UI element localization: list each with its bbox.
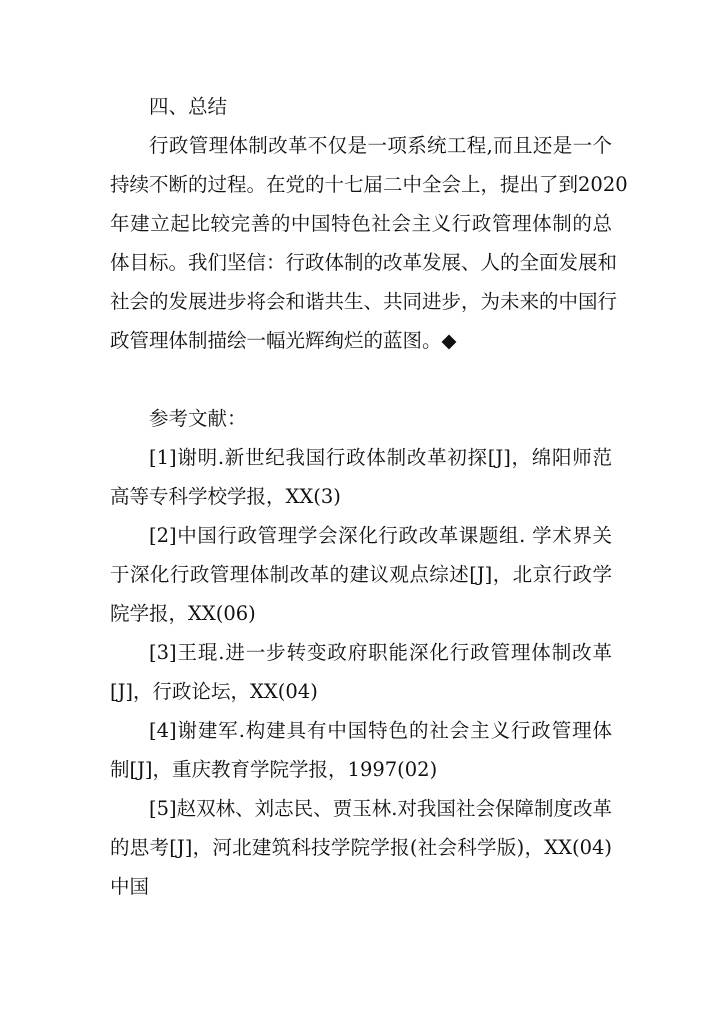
reference-line: 院学报，XX(06) bbox=[110, 602, 256, 625]
paragraph-line: 持续不断的过程。在党的十七届二中全会上，提出了到2020 bbox=[110, 173, 628, 196]
reference-line: [3]王琨.进一步转变政府职能深化行政管理体制改革 bbox=[149, 641, 612, 664]
reference-line: 于深化行政管理体制改革的建议观点综述[J]，北京行政学 bbox=[110, 563, 612, 586]
reference-line: [J]，行政论坛，XX(04) bbox=[110, 680, 318, 703]
paragraph-line: 政管理体制描绘一幅光辉绚烂的蓝图。◆ bbox=[110, 329, 457, 352]
paragraph-line: 社会的发展进步将会和谐共生、共同进步，为未来的中国行 bbox=[110, 290, 618, 313]
references-title: 参考文献： bbox=[149, 407, 247, 430]
reference-line: 中国 bbox=[110, 875, 150, 898]
reference-line: [1]谢明.新世纪我国行政体制改革初探[J]，绵阳师范 bbox=[149, 446, 612, 469]
reference-line: 高等专科学校学报，XX(3) bbox=[110, 485, 341, 508]
reference-line: 制[J]，重庆教育学院学报，1997(02) bbox=[110, 758, 438, 781]
reference-line: 的思考[J]，河北建筑科技学院学报(社会科学版)，XX(04) bbox=[110, 836, 612, 859]
paragraph-line: 体目标。我们坚信：行政体制的改革发展、人的全面发展和 bbox=[110, 251, 618, 274]
section-heading: 四、总结 bbox=[149, 95, 228, 118]
reference-line: [2]中国行政管理学会深化行政改革课题组. 学术界关 bbox=[149, 524, 612, 547]
reference-line: [4]谢建军.构建具有中国特色的社会主义行政管理体 bbox=[149, 719, 612, 742]
paragraph-line: 行政管理体制改革不仅是一项系统工程,而且还是一个 bbox=[149, 134, 612, 157]
paragraph-line: 年建立起比较完善的中国特色社会主义行政管理体制的总 bbox=[110, 212, 612, 235]
reference-line: [5]赵双林、刘志民、贾玉林.对我国社会保障制度改革 bbox=[149, 797, 612, 820]
